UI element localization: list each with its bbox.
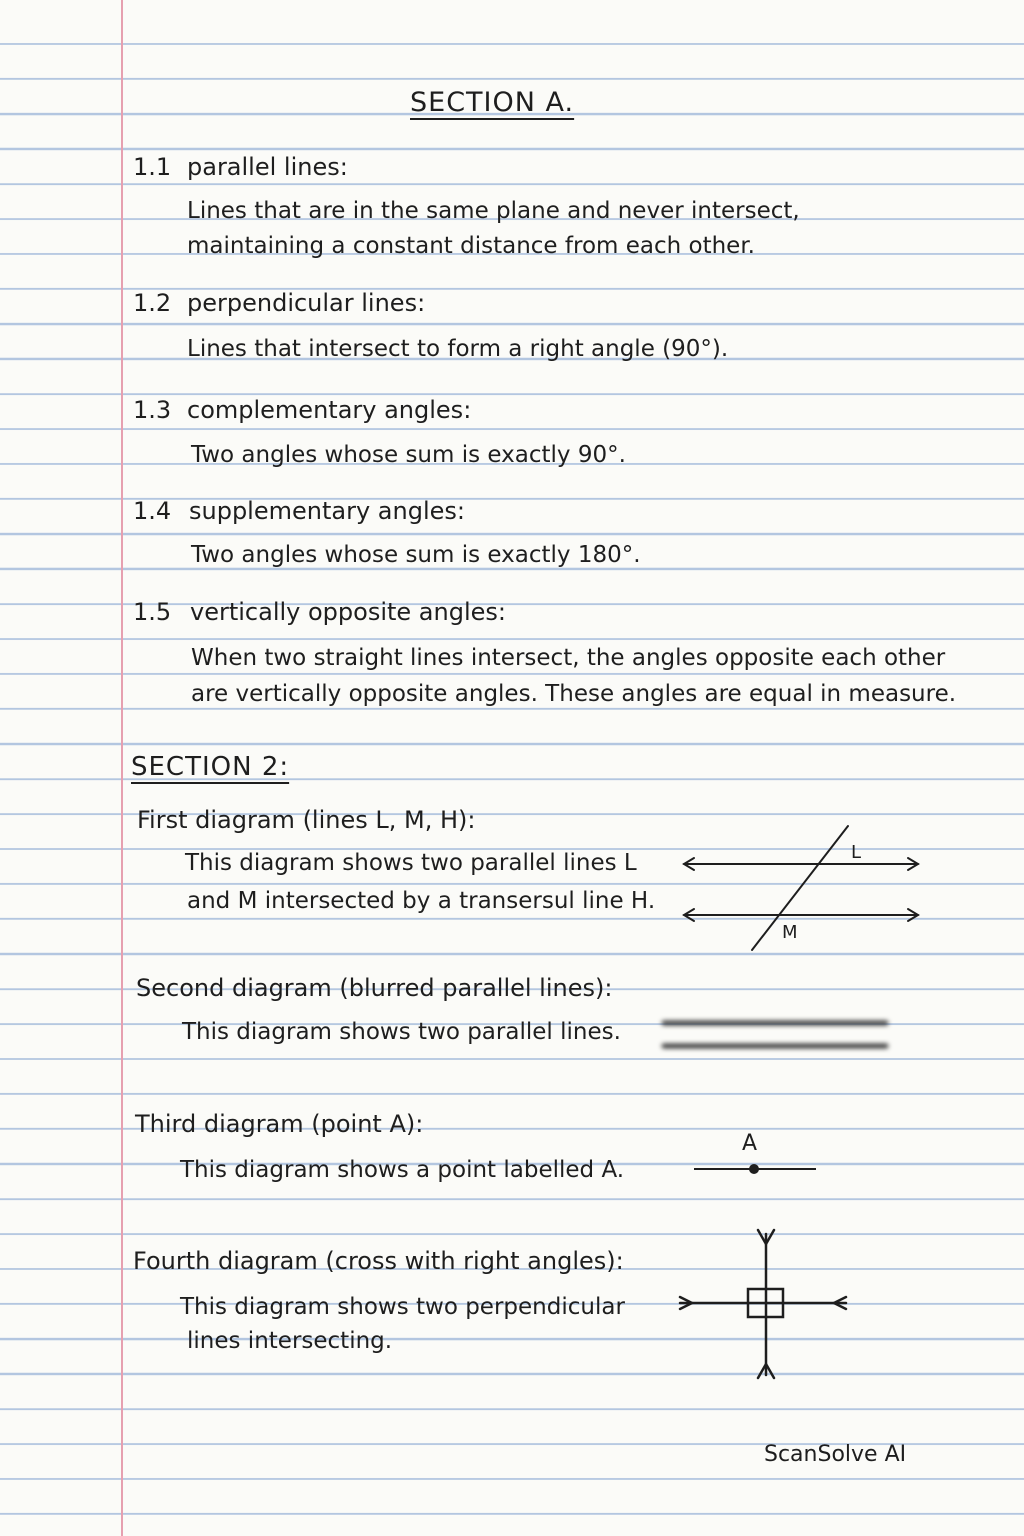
diagram-title: Third diagram (point A):: [135, 1110, 424, 1138]
item-number: 1.3: [133, 396, 172, 424]
item-definition-line: Lines that intersect to form a right angle (90°).: [187, 336, 729, 362]
item-definition-line: Lines that are in the same plane and never intersect,: [187, 198, 800, 224]
fourth-diagram: [680, 1230, 846, 1378]
point-a: [749, 1164, 759, 1174]
diagram-description-line: This diagram shows two perpendicular: [180, 1294, 625, 1320]
item-definition-line: maintaining a constant distance from each other.: [187, 233, 755, 259]
item-term: complementary angles:: [187, 396, 472, 424]
item-definition-line: are vertically opposite angles. These angles are equal in measure.: [191, 681, 957, 707]
label-l: L: [851, 842, 862, 863]
item-definition-line: When two straight lines intersect, the angles opposite each other: [191, 645, 946, 671]
label-m: M: [782, 922, 798, 943]
item-term: parallel lines:: [187, 153, 348, 181]
item-term: vertically opposite angles:: [190, 598, 506, 626]
item-definition-line: Two angles whose sum is exactly 180°.: [191, 542, 641, 568]
item-term: supplementary angles:: [189, 497, 465, 525]
item-number: 1.5: [133, 598, 172, 626]
item-definition-line: Two angles whose sum is exactly 90°.: [191, 442, 626, 468]
section-a-title: SECTION A.: [410, 87, 575, 118]
diagram-description-line: This diagram shows two parallel lines L: [185, 850, 637, 876]
item-number: 1.4: [133, 497, 172, 525]
diagram-title: Fourth diagram (cross with right angles):: [133, 1247, 624, 1275]
item-number: 1.2: [133, 289, 172, 317]
first-diagram: [684, 826, 918, 950]
second-diagram: [664, 1023, 886, 1046]
footer-brand: ScanSolve AI: [764, 1442, 907, 1467]
section-2-title: SECTION 2:: [131, 752, 290, 782]
item-term: perpendicular lines:: [187, 289, 426, 317]
diagram-title: Second diagram (blurred parallel lines):: [136, 974, 613, 1002]
transversal-line-h: [752, 826, 848, 950]
diagram-description-line: lines intersecting.: [187, 1328, 393, 1354]
item-number: 1.1: [133, 153, 172, 181]
diagram-description-line: This diagram shows two parallel lines.: [182, 1019, 621, 1045]
third-diagram: [694, 1164, 816, 1174]
diagram-description-line: and M intersected by a transersul line H.: [187, 888, 656, 914]
diagram-title: First diagram (lines L, M, H):: [137, 806, 476, 834]
label-a: A: [742, 1131, 758, 1156]
diagram-description-line: This diagram shows a point labelled A.: [180, 1157, 625, 1183]
